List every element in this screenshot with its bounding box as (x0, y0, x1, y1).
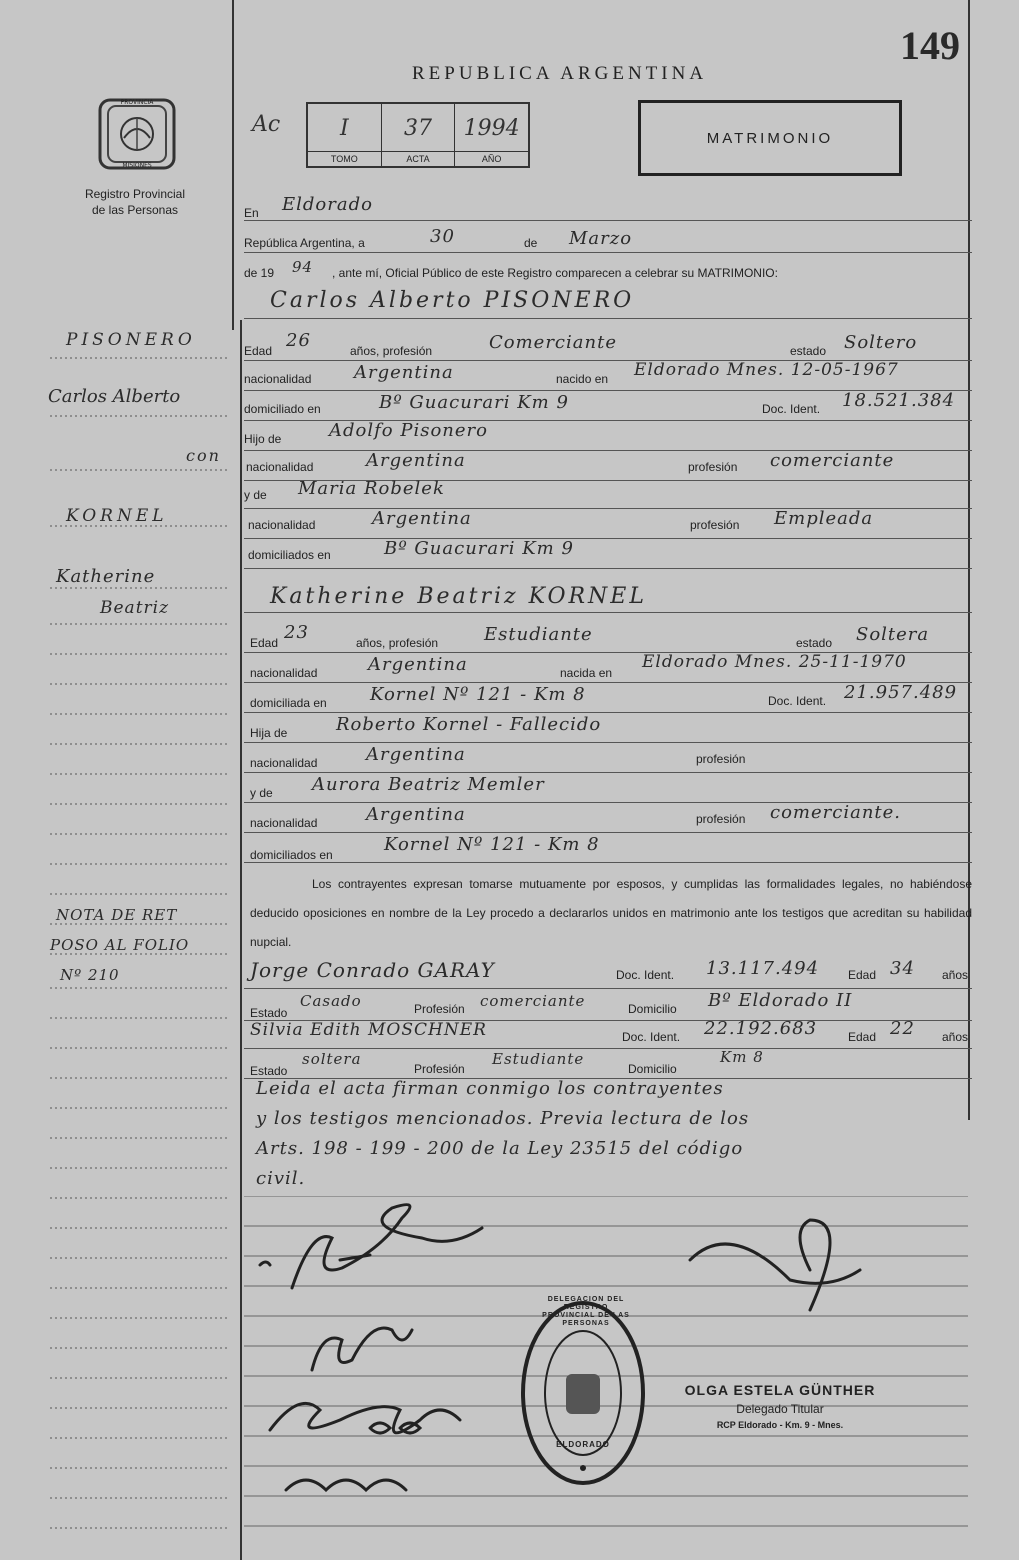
record-box (306, 102, 530, 168)
witness-2-doc: 22.192.683 (704, 1018, 818, 1039)
place-value: Eldorado (282, 194, 373, 215)
bride-mother-nat-label: nacionalidad (250, 816, 318, 830)
groom-mother-prof-label: profesión (690, 518, 740, 532)
tomo-value: I (339, 116, 349, 141)
bride-parents-addr: Kornel Nº 121 - Km 8 (384, 834, 600, 855)
bride-nationality: Argentina (368, 654, 468, 675)
groom-profession: Comerciante (489, 332, 617, 353)
groom-father-prof: comerciante (770, 450, 895, 471)
groom-father-nat-line (244, 450, 972, 481)
stamp-legend: DELEGACION DEL REGISTRO PROVINCIAL DE LAS PERSONAS (542, 1296, 630, 1327)
groom-estado: Soltero (844, 332, 918, 353)
bride-mother-line (244, 772, 972, 803)
groom-domiciliado-label: domiciliado en (244, 402, 321, 416)
ano-label: AÑO (455, 151, 528, 166)
groom-doc-label: Doc. Ident. (762, 402, 821, 416)
acta-value: 37 (404, 116, 432, 141)
tomo-cell (308, 104, 382, 166)
witness-2-estado-label: Estado (250, 1064, 288, 1078)
witness-2-anos-label: años (942, 1030, 969, 1044)
groom-parents-addr-label: domiciliados en (248, 548, 331, 562)
groom-nacido-label: nacido en (556, 372, 609, 386)
bride-mother-nat-line (244, 802, 972, 833)
witness-2-profesion: Estudiante (492, 1050, 585, 1068)
closing-line-2: y los testigos mencionados. Previa lectura de los (256, 1108, 750, 1129)
groom-full-name: Carlos Alberto PISONERO (270, 288, 635, 313)
intro-text: , ante mí, Oficial Público de este Registro comparecen a celebrar su MATRIMONIO: (332, 266, 778, 280)
margin-note-line-3: Nº 210 (60, 966, 120, 984)
bride-father-nat-label: nacionalidad (250, 756, 318, 770)
bride-address-line (244, 682, 972, 713)
witness-1-line (244, 958, 972, 989)
witness-2-domicilio: Km 8 (720, 1048, 764, 1066)
bride-father-nat: Argentina (366, 744, 466, 765)
witness-2-line (244, 1018, 972, 1049)
witness-2-details-line (244, 1048, 972, 1079)
groom-address-line (244, 390, 972, 421)
groom-parents-address-line (244, 538, 972, 569)
date-line (244, 222, 972, 253)
month-value: Marzo (569, 228, 633, 249)
groom-mother-line (244, 478, 972, 509)
declaration-text: Los contrayentes expresan tomarse mutuamente por esposos, y cumplidas las formalidades legales, no habiéndose deducido oposiciones en nombre de la Ley procedo a declararlos unidos en matrimonio ante los testigos que acreditan su habilidad nupcial. (250, 877, 972, 949)
emblem-top-text: PROVINCIA (120, 99, 154, 106)
groom-age: 26 (286, 330, 311, 351)
margin-note-line-1: NOTA DE RET (56, 906, 178, 924)
bride-doc-label: Doc. Ident. (768, 694, 827, 708)
bride-mother-prof: comerciante. (770, 802, 902, 823)
bride-full-name: Katherine Beatriz KORNEL (270, 584, 647, 609)
provincial-emblem-icon (96, 92, 178, 174)
registry-line-1: Registro Provincial (84, 187, 186, 201)
registry-line-2: de las Personas (91, 203, 179, 217)
acta-cell (382, 104, 456, 166)
groom-mother-nat: Argentina (372, 508, 472, 529)
witness-1-profesion: comerciante (480, 992, 586, 1010)
bride-profesion-label: años, profesión (356, 636, 439, 650)
bride-age: 23 (284, 622, 309, 643)
groom-hijo-label: Hijo de (244, 432, 282, 446)
margin-given-1: Carlos Alberto (48, 386, 181, 407)
groom-father-prof-label: profesión (688, 460, 738, 474)
groom-address: Bº Guacurari Km 9 (379, 392, 569, 413)
bride-name-line (244, 578, 972, 613)
groom-mother: Maria Robelek (298, 478, 445, 499)
groom-edad-label: Edad (244, 344, 273, 358)
bride-address: Kornel Nº 121 - Km 8 (370, 684, 586, 705)
officer-name: OLGA ESTELA GÜNTHER (684, 1382, 876, 1398)
bride-parents-address-line (244, 832, 972, 863)
bride-mother-prof-label: profesión (696, 812, 746, 826)
margin-note-line-2: POSO AL FOLIO (50, 936, 190, 954)
form-rule (240, 320, 242, 1560)
witness-2-domicilio-label: Domicilio (628, 1062, 677, 1076)
groom-age-line (244, 330, 972, 361)
groom-profesion-label: años, profesión (350, 344, 433, 358)
officer-role: Delegado Titular (736, 1402, 824, 1416)
country-title: REPUBLICA ARGENTINA (412, 63, 708, 84)
groom-mother-prof: Empleada (774, 508, 874, 529)
witness-2-estado: soltera (302, 1050, 362, 1068)
bride-edad-label: Edad (250, 636, 279, 650)
witness-1-doc-label: Doc. Ident. (616, 968, 675, 982)
day-value: 30 (430, 226, 455, 247)
margin-surname-1: PISONERO (66, 330, 196, 350)
groom-doc: 18.521.384 (842, 390, 956, 411)
margin-given-2a: Katherine (56, 566, 156, 587)
place-line (244, 190, 972, 221)
witness-2-doc-label: Doc. Ident. (622, 1030, 681, 1044)
bride-father-line (244, 712, 972, 743)
closing-line-1: Leida el acta firman conmigo los contrayentes (256, 1078, 724, 1099)
bride-estado: Soltera (856, 624, 930, 645)
republica-label: República Argentina, a (244, 236, 365, 250)
bride-birth: Eldorado Mnes. 25-11-1970 (642, 652, 907, 672)
witness-1-domicilio-label: Domicilio (628, 1002, 677, 1016)
de-label: de (524, 236, 538, 250)
stamp-bottom-text: ELDORADO (556, 1440, 610, 1449)
year-line (244, 254, 972, 284)
year-prefix: de 19 (244, 266, 275, 280)
groom-father-nat-label: nacionalidad (246, 460, 314, 474)
left-rule (232, 0, 234, 330)
groom-nationality-line (244, 360, 972, 391)
closing-line-4: civil. (256, 1168, 306, 1189)
registry-name (50, 186, 220, 218)
bride-domiciliada-label: domiciliada en (250, 696, 327, 710)
bride-doc: 21.957.489 (844, 682, 958, 703)
bride-mother: Aurora Beatriz Memler (312, 774, 545, 795)
groom-father: Adolfo Pisonero (329, 420, 488, 441)
groom-nacionalidad-label: nacionalidad (244, 372, 312, 386)
act-type-box: MATRIMONIO (638, 100, 902, 176)
groom-name-line (244, 286, 972, 319)
bride-father-prof-label: profesión (696, 752, 746, 766)
bride-yde-label: y de (250, 786, 273, 800)
witness-1-doc: 13.117.494 (706, 958, 820, 979)
witness-1-profesion-label: Profesión (414, 1002, 465, 1016)
bride-nationality-line (244, 652, 972, 683)
groom-mother-nat-label: nacionalidad (248, 518, 316, 532)
groom-estado-label: estado (790, 344, 827, 358)
record-prefix: Ac (252, 112, 281, 137)
bride-nacida-label: nacida en (560, 666, 613, 680)
groom-father-line (244, 420, 972, 451)
closing-line-3: Arts. 198 - 199 - 200 de la Ley 23515 del código (256, 1138, 744, 1159)
witness-1-estado: Casado (300, 992, 362, 1010)
officer-location: RCP Eldorado - Km. 9 - Mnes. (716, 1420, 844, 1430)
groom-birth: Eldorado Mnes. 12-05-1967 (634, 360, 899, 380)
witness-1-details-line (244, 990, 972, 1021)
margin-given-2b: Beatriz (100, 598, 170, 618)
en-label: En (244, 206, 259, 220)
bride-father: Roberto Kornel - Fallecido (336, 714, 602, 735)
bride-hija-label: Hija de (250, 726, 288, 740)
bride-nacionalidad-label: nacionalidad (250, 666, 318, 680)
page-number: 149 (900, 23, 960, 68)
margin-surname-2: KORNEL (66, 506, 168, 526)
bride-parents-addr-label: domiciliados en (250, 848, 333, 862)
acta-label: ACTA (382, 151, 455, 166)
officer-block (670, 1382, 890, 1430)
witness-2-edad-label: Edad (848, 1030, 877, 1044)
witness-2-profesion-label: Profesión (414, 1062, 465, 1076)
groom-nationality: Argentina (354, 362, 454, 383)
groom-parents-addr: Bº Guacurari Km 9 (384, 538, 574, 559)
margin-con: con (186, 446, 221, 465)
witness-1-domicilio: Bº Eldorado II (708, 990, 853, 1011)
year-value: 94 (292, 258, 314, 276)
bride-father-nat-line (244, 742, 972, 773)
witness-2-name: Silvia Edith MOSCHNER (250, 1020, 487, 1040)
emblem-bottom-text: MISIONES (122, 162, 152, 169)
ano-value: 1994 (463, 116, 520, 141)
groom-mother-nat-line (244, 508, 972, 539)
witness-1-edad-label: Edad (848, 968, 877, 982)
witness-1-edad: 34 (890, 958, 915, 979)
ano-cell (455, 104, 528, 166)
bride-profession: Estudiante (484, 624, 593, 645)
witness-1-anos-label: años (942, 968, 969, 982)
bride-age-line (244, 622, 972, 653)
witness-2-edad: 22 (890, 1018, 915, 1039)
bride-estado-label: estado (796, 636, 833, 650)
bride-mother-nat: Argentina (366, 804, 466, 825)
groom-father-nat: Argentina (366, 450, 466, 471)
witness-1-name: Jorge Conrado GARAY (250, 958, 495, 982)
groom-yde-label: y de (244, 488, 267, 502)
witness-1-estado-label: Estado (250, 1006, 288, 1020)
tomo-label: TOMO (308, 151, 381, 166)
